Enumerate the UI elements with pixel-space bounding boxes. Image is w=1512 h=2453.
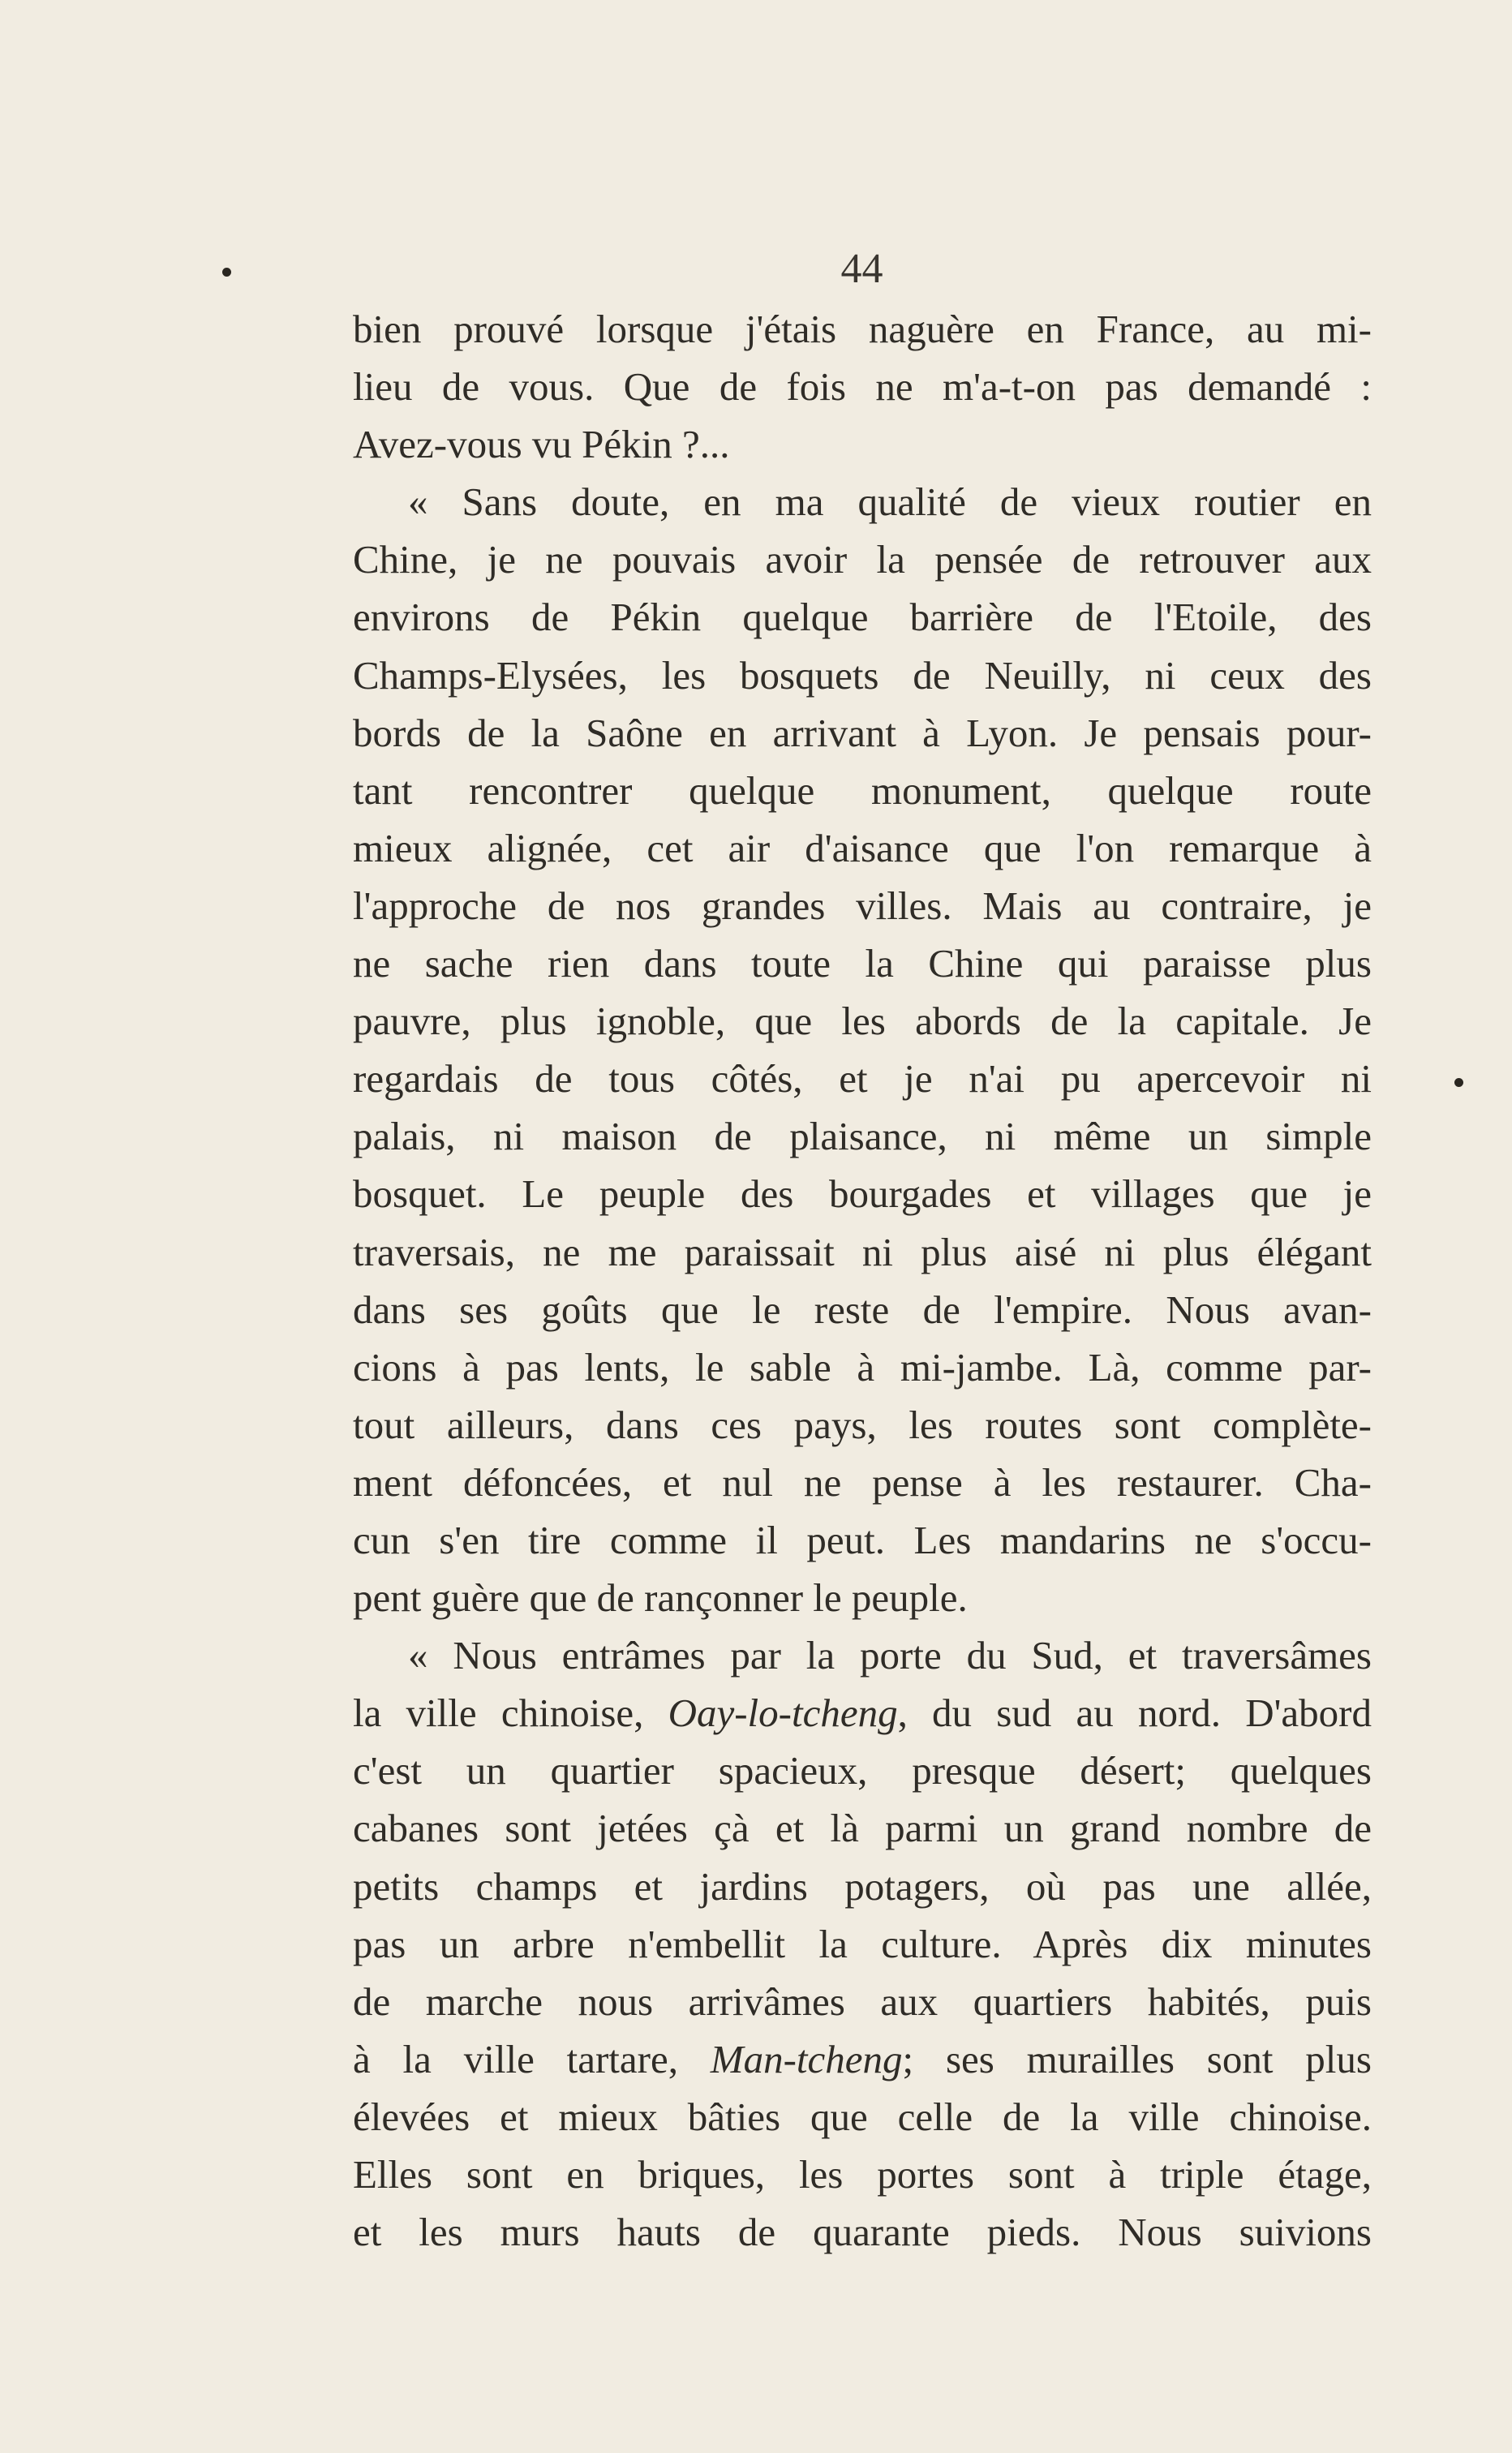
text-line: bien prouvé lorsque j'étais naguère en France, au mi-: [353, 307, 1372, 351]
place-name-italic: Man-tcheng: [710, 2036, 903, 2081]
text-line: pauvre, plus ignoble, que les abords de la capitale. Je: [353, 999, 1372, 1044]
text-line: l'approche de nos grandes villes. Mais au contraire, je: [353, 883, 1372, 928]
text-line: lieu de vous. Que de fois ne m'a-t-on pas demandé :: [353, 364, 1372, 410]
text-line: regardais de tous côtés, et je n'ai pu apercevoir ni: [353, 1056, 1372, 1102]
text-line: ment défoncées, et nul ne pense à les restaurer. Cha-: [353, 1459, 1372, 1505]
text-line: pent guère que de rançonner le peuple.: [353, 1575, 968, 1621]
text-line: « Nous entrâmes par la porte du Sud, et traversâmes: [408, 1633, 1372, 1678]
text-line: Champs-Elysées, les bosquets de Neuilly, ni ceux des: [353, 652, 1372, 698]
text-line: élevées et mieux bâties que celle de la ville chinoise.: [353, 2094, 1372, 2139]
text-line: tout ailleurs, dans ces pays, les routes sont complète-: [353, 1402, 1372, 1447]
page-number: 44: [840, 246, 883, 292]
text-line: c'est un quartier spacieux, presque désert; quelques: [353, 1748, 1372, 1794]
body-text: [353, 300, 1372, 2261]
text-line: traversais, ne me paraissait ni plus aisé ni plus élégant: [353, 1229, 1372, 1274]
text-line: et les murs hauts de quarante pieds. Nous suivions: [353, 2210, 1372, 2255]
text-line: dans ses goûts que le reste de l'empire. Nous avan-: [353, 1287, 1372, 1332]
text-line: pas un arbre n'embellit la culture. Après dix minutes: [353, 1921, 1372, 1966]
text-line: bords de la Saône en arrivant à Lyon. Je pensais pour-: [353, 710, 1372, 755]
text-line: la ville chinoise, Oay-lo-tcheng, du sud au nord. D'abord: [353, 1690, 1372, 1736]
text-line: bosquet. Le peuple des bourgades et villages que je: [353, 1171, 1372, 1217]
text-line: tant rencontrer quelque monument, quelque route: [353, 767, 1372, 813]
text-line: petits champs et jardins potagers, où pas une allée,: [353, 1863, 1372, 1909]
text-line: cun s'en tire comme il peut. Les mandarins ne s'occu-: [353, 1517, 1372, 1562]
text-line: Elles sont en briques, les portes sont à triple étage,: [353, 2152, 1372, 2197]
text-line: Chine, je ne pouvais avoir la pensée de retrouver aux: [353, 537, 1372, 582]
place-name-italic: Oay-lo-tcheng: [668, 1690, 898, 1736]
text-line: cabanes sont jetées çà et là parmi un grand nombre de: [353, 1806, 1372, 1851]
text-line: ne sache rien dans toute la Chine qui paraisse plus: [353, 941, 1372, 986]
text-line: de marche nous arrivâmes aux quartiers habités, puis: [353, 1978, 1372, 2024]
text-line: mieux alignée, cet air d'aisance que l'on remarque à: [353, 825, 1372, 870]
text-line: Avez-vous vu Pékin ?...: [353, 422, 730, 467]
text-line: à la ville tartare, Man-tcheng; ses murailles sont plus: [353, 2036, 1372, 2081]
margin-dot-right: [1454, 1078, 1463, 1087]
text-line: palais, ni maison de plaisance, ni même un simple: [353, 1114, 1372, 1159]
text-line: environs de Pékin quelque barrière de l'Etoile, des: [353, 595, 1372, 640]
text-line: cions à pas lents, le sable à mi-jambe. Là, comme par-: [353, 1344, 1372, 1390]
text-line: « Sans doute, en ma qualité de vieux routier en: [408, 479, 1372, 525]
